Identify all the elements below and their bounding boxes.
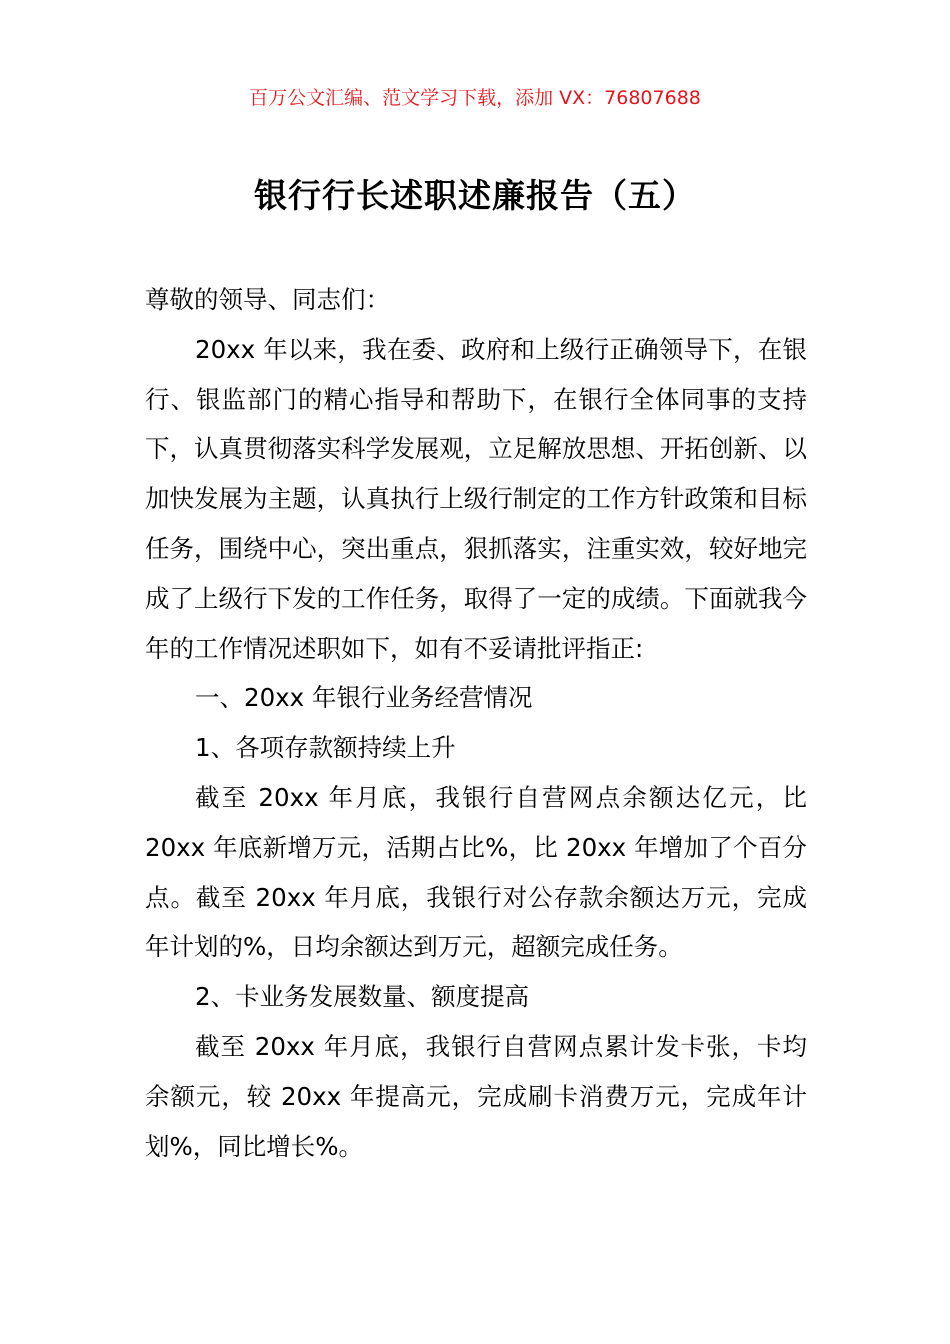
salutation: 尊敬的领导、同志们： — [145, 285, 390, 314]
document-title: 银行行长述职述廉报告（五） — [254, 176, 696, 215]
deposit-paragraph: 截至 20xx 年月底，我银行自营网点余额达亿元，比 20xx 年底新增万元，活期占比%，比 20xx 年增加了个百分点。截至 20xx 年月底，我银行对公存款余额达万元，完成年计划的%，日均余额达到万元，超额完成任务。 — [145, 782, 807, 962]
subsection-heading: 2、卡业务发展数量、额度提高 — [195, 982, 530, 1012]
header-promo-note: 百万公文汇编、范文学习下载，添加 VX：76807688 — [249, 87, 701, 109]
intro-paragraph: 20xx 年以来，我在委、政府和上级行正确领导下，在银行、银监部门的精心指导和帮助下，在银行全体同事的支持下，认真贯彻落实科学发展观，立足解放思想、开拓创新、以加快发展为主题，认真执行上级行制定的工作方针政策和目标任务，围绕中心，突出重点，狠抓落实，注重实效，较好地完成了上级行下发的工作任务，取得了一定的成绩。下面就我今年的工作情况述职如下，如有不妥请批评指正: — [145, 334, 807, 663]
document-body — [145, 275, 807, 1171]
card-business-paragraph: 截至 20xx 年月底，我银行自营网点累计发卡张，卡均余额元，较 20xx 年提高元，完成刷卡消费万元，完成年计划%，同比增长%。 — [145, 1031, 807, 1161]
subsection-heading: 1、各项存款额持续上升 — [195, 733, 456, 763]
section-heading: 一、20xx 年银行业务经营情况 — [195, 683, 533, 713]
